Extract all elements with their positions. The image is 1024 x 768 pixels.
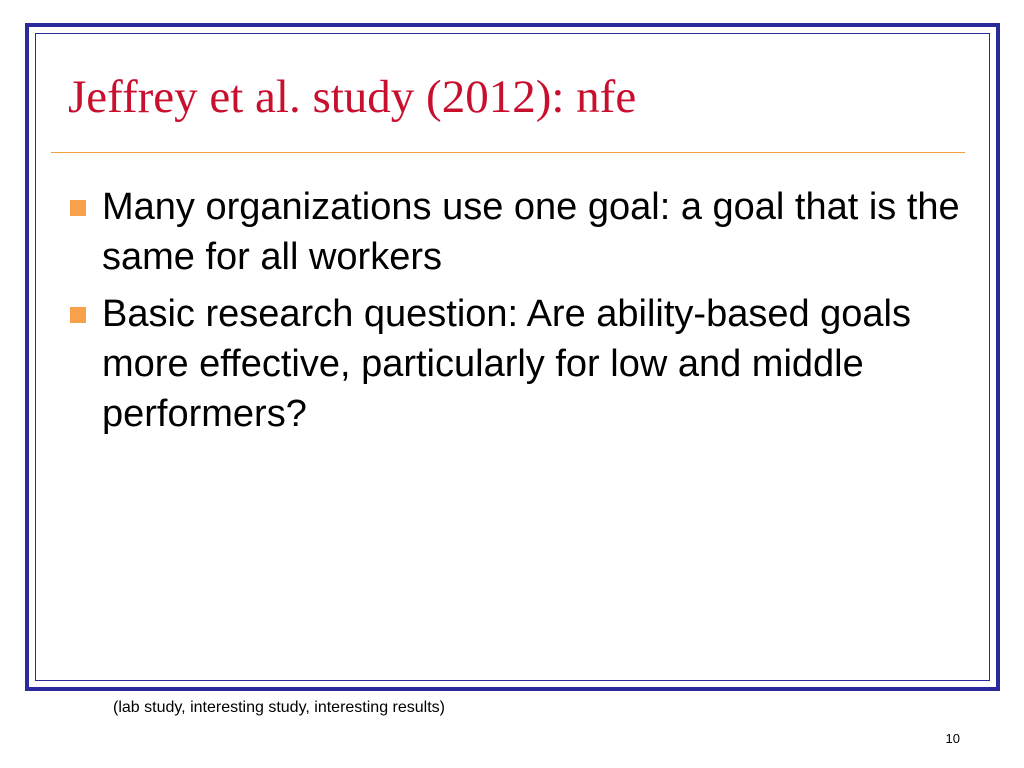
slide-title: Jeffrey et al. study (2012): nfe: [68, 71, 637, 123]
page-number: 10: [945, 731, 960, 746]
bullet-text: Many organizations use one goal: a goal that is the same for all workers: [102, 186, 960, 278]
bullet-item: [62, 289, 972, 439]
bullet-text: Basic research question: Are ability-based goals more effective, particularly for low and middle performers?: [102, 293, 912, 435]
title-divider: [51, 152, 965, 153]
square-bullet-icon: [70, 307, 86, 323]
bullet-list: [62, 182, 972, 446]
bullet-item: [62, 182, 972, 282]
square-bullet-icon: [70, 200, 86, 216]
footnote: (lab study, interesting study, interesting results): [113, 699, 445, 716]
